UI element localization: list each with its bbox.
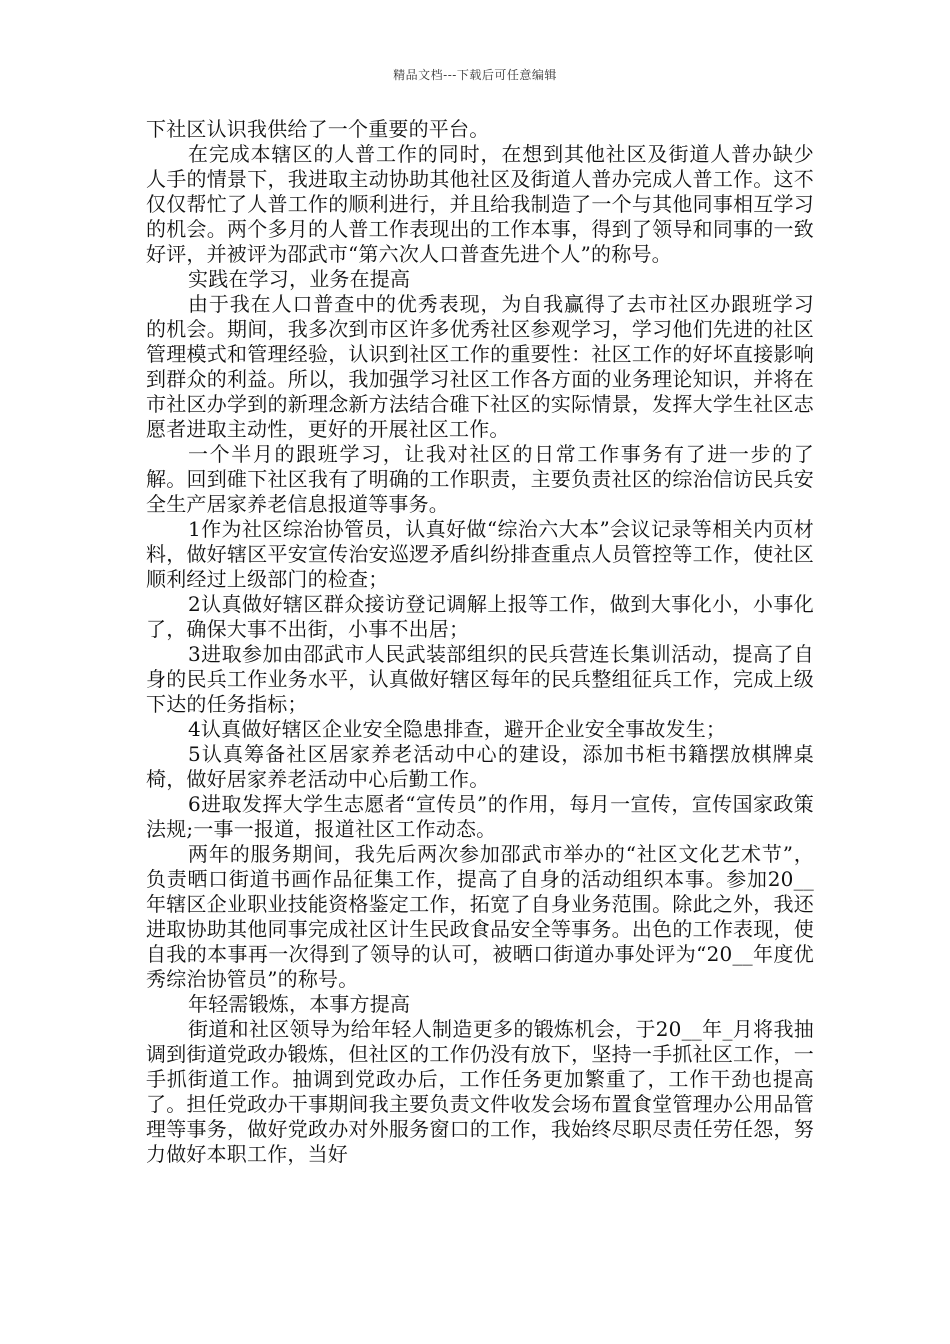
paragraph: 两年的服务期间，我先后两次参加邵武市举办的“社区文化艺术节”，负责晒口街道书画作品征集工作，提高了自身的活动组织本事。参加20__年辖区企业职业技能资格鉴定工作，拓宽了自身业务范围。除此之外，我还进取协助其他同事完成社区计生民政食品安全等事务。出色的工作表现，使自我的本事再一次得到了领导的认可，被晒口街道办事处评为“20__年度优秀综治协管员”的称号。	[146, 842, 814, 991]
list-item: 3进取参加由邵武市人民武装部组织的民兵营连长集训活动，提高了自身的民兵工作业务水平，认真做好辖区每年的民兵整组征兵工作，完成上级下达的任务指标；	[146, 642, 814, 716]
list-item: 5认真筹备社区居家养老活动中心的建设，添加书柜书籍摆放棋牌桌椅，做好居家养老活动中心后勤工作。	[146, 742, 814, 791]
list-item: 1作为社区综治协管员，认真好做“综治六大本”会议记录等相关内页材料，做好辖区平安宣传治安巡逻矛盾纠纷排查重点人员管控等工作，使社区顺利经过上级部门的检查；	[146, 517, 814, 591]
list-item: 6进取发挥大学生志愿者“宣传员”的作用，每月一宣传，宣传国家政策法规;一事一报道，报道社区工作动态。	[146, 792, 814, 841]
section-heading: 年轻需锻炼，本事方提高	[188, 992, 411, 1016]
page-header: 精品文档---下载后可任意编辑	[393, 68, 557, 82]
section-heading: 实践在学习，业务在提高	[188, 267, 411, 291]
list-item: 2认真做好辖区群众接访登记调解上报等工作，做到大事化小，小事化了，确保大事不出街，小事不出居；	[146, 592, 814, 641]
paragraph: 一个半月的跟班学习，让我对社区的日常工作事务有了进一步的了解。回到碓下社区我有了明确的工作职责，主要负责社区的综治信访民兵安全生产居家养老信息报道等事务。	[146, 442, 814, 516]
document-body	[146, 117, 814, 1167]
paragraph: 街道和社区领导为给年轻人制造更多的锻炼机会，于20__年_月将我抽调到街道党政办锻炼，但社区的工作仍没有放下，坚持一手抓社区工作，一手抓街道工作。抽调到党政办后，工作任务更加繁重了，工作干劲也提高了。担任党政办干事期间我主要负责文件收发会场布置食堂管理办公用品管理等事务，做好党政办对外服务窗口的工作，我始终尽职尽责任劳任怨，努力做好本职工作，当好	[146, 1017, 814, 1166]
paragraph: 由于我在人口普查中的优秀表现，为自我赢得了去市社区办跟班学习的机会。期间，我多次到市区许多优秀社区参观学习，学习他们先进的社区管理模式和管理经验，认识到社区工作的重要性：社区工作的好坏直接影响到群众的利益。所以，我加强学习社区工作各方面的业务理论知识，并将在市社区办学到的新理念新方法结合碓下社区的实际情景，发挥大学生社区志愿者进取主动性，更好的开展社区工作。	[146, 292, 814, 441]
paragraph: 下社区认识我供给了一个重要的平台。	[146, 117, 490, 141]
paragraph: 在完成本辖区的人普工作的同时，在想到其他社区及街道人普办缺少人手的情景下，我进取主动协助其他社区及街道人普办完成人普工作。这不仅仅帮忙了人普工作的顺利进行，并且给我制造了一个与其他同事相互学习的机会。两个多月的人普工作表现出的工作本事，得到了领导和同事的一致好评，并被评为邵武市“第六次人口普查先进个人”的称号。	[146, 142, 814, 266]
list-item: 4认真做好辖区企业安全隐患排查，避开企业安全事故发生；	[188, 717, 727, 741]
